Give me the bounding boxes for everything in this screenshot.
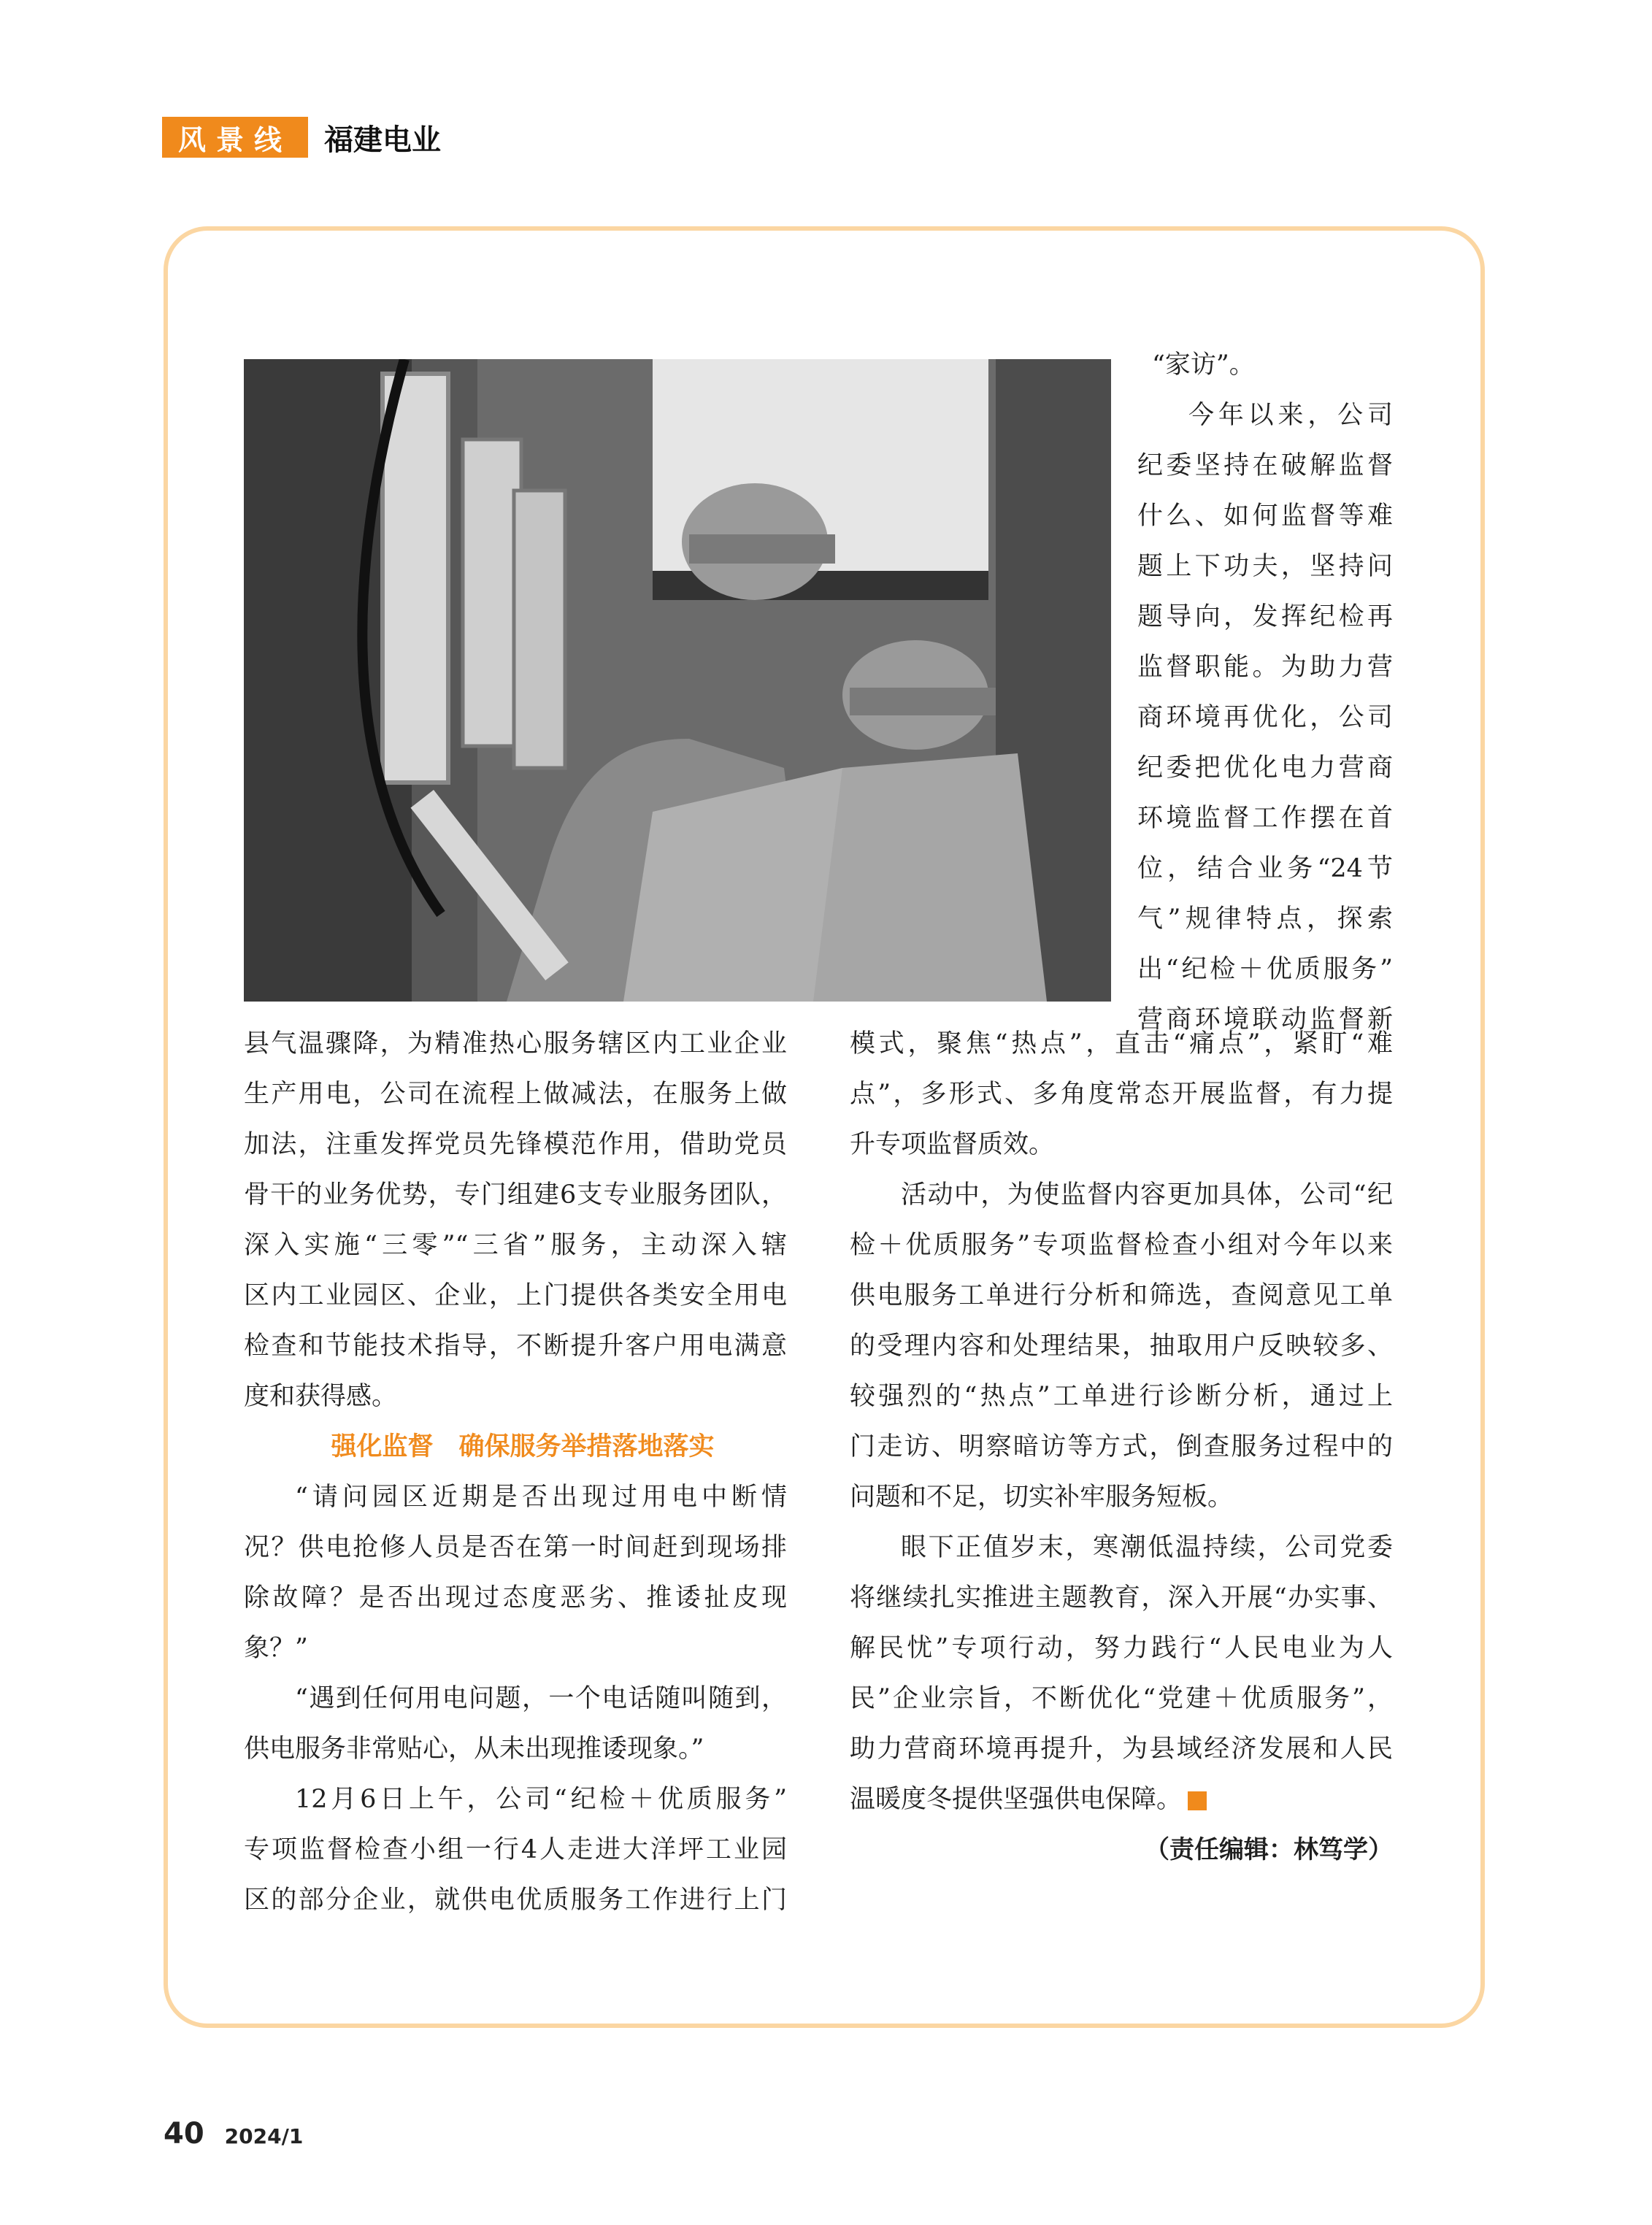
paragraph-line: 除故障？是否出现过态度恶劣、推诿扯皮现 bbox=[244, 1583, 787, 1613]
paragraph-line: 民”企业宗旨，不断优化“党建＋优质服务”， bbox=[850, 1684, 1393, 1713]
paragraph-line: 门走访、明察暗访等方式，倒查服务过程中的 bbox=[850, 1432, 1393, 1461]
section-tag: 风景线 bbox=[162, 117, 308, 158]
paragraph-line: 出“纪检＋优质服务” bbox=[1137, 955, 1393, 984]
paragraph-line: 商环境再优化，公司 bbox=[1137, 703, 1393, 732]
paragraph-line: 度和获得感。 bbox=[244, 1382, 398, 1411]
paragraph-line: 题导向，发挥纪检再 bbox=[1137, 602, 1393, 631]
paragraph-line: 监督职能。为助力营 bbox=[1137, 653, 1393, 682]
paragraph-line: 点”，多形式、多角度常态开展监督，有力提 bbox=[850, 1080, 1393, 1109]
paragraph-line-text: 温暖度冬提供坚强供电保障。 bbox=[850, 1785, 1183, 1814]
article-photo bbox=[244, 359, 1111, 1002]
paragraph-line: 眼下正值岁末，寒潮低温持续，公司党委 bbox=[901, 1533, 1393, 1562]
paragraph-line: 供电服务工单进行分析和筛选，查阅意见工单 bbox=[850, 1281, 1393, 1310]
paragraph-line: 什么、如何监督等难 bbox=[1137, 502, 1393, 531]
paragraph-line: 况？供电抢修人员是否在第一时间赶到现场排 bbox=[244, 1533, 787, 1562]
paragraph-line: “请问园区近期是否出现过用电中断情 bbox=[295, 1483, 787, 1512]
paragraph-line: 将继续扎实推进主题教育，深入开展“办实事、 bbox=[850, 1583, 1393, 1613]
paragraph-line bbox=[850, 1775, 1393, 1825]
paragraph-line: 问题和不足，切实补牢服务短板。 bbox=[850, 1483, 1234, 1512]
paragraph-line: 位，结合业务“24节 bbox=[1137, 854, 1393, 883]
page-footer bbox=[164, 2117, 303, 2151]
section-subheading: 强化监督 确保服务举措落地落实 bbox=[331, 1432, 715, 1461]
paragraph-line: 解民忧”专项行动，努力践行“人民电业为人 bbox=[850, 1634, 1393, 1663]
magazine-name: 福建电业 bbox=[324, 123, 441, 157]
paragraph-line: 气”规律特点，探索 bbox=[1137, 904, 1393, 934]
issue-label: 2024/1 bbox=[224, 2124, 304, 2148]
paragraph-line: 加法，注重发挥党员先锋模范作用，借助党员 bbox=[244, 1130, 787, 1159]
paragraph-line: 纪委把优化电力营商 bbox=[1137, 753, 1393, 783]
paragraph-line: 深入实施“三零”“三省”服务，主动深入辖 bbox=[244, 1231, 787, 1260]
paragraph-line: 检查和节能技术指导，不断提升客户用电满意 bbox=[244, 1331, 787, 1361]
paragraph-line: 骨干的业务优势，专门组建6支专业服务团队， bbox=[244, 1180, 787, 1210]
page-number: 40 bbox=[164, 2117, 204, 2151]
paragraph-line: 助力营商环境再提升，为县域经济发展和人民 bbox=[850, 1734, 1393, 1764]
right-top-column bbox=[1137, 340, 1393, 1045]
paragraph-line: 题上下功夫，坚持问 bbox=[1137, 552, 1393, 581]
paragraph-line: 区的部分企业，就供电优质服务工作进行上门 bbox=[244, 1886, 787, 1915]
paragraph-line: 象？” bbox=[244, 1634, 308, 1663]
paragraph-line: 生产用电，公司在流程上做减法，在服务上做 bbox=[244, 1080, 787, 1109]
paragraph-line: 环境监督工作摆在首 bbox=[1137, 804, 1393, 833]
paragraph-line: 活动中，为使监督内容更加具体，公司“纪 bbox=[901, 1180, 1393, 1210]
paragraph-line: 升专项监督质效。 bbox=[850, 1130, 1055, 1159]
paragraph-line: 模式，聚焦“热点”，直击“痛点”，紧盯“难 bbox=[850, 1029, 1393, 1058]
right-column bbox=[850, 1019, 1393, 1875]
paragraph-line: 营商环境联动监督新 bbox=[1137, 1005, 1393, 1034]
paragraph-line: 供电服务非常贴心，从未出现推诿现象。” bbox=[244, 1734, 704, 1764]
paragraph-line: 较强烈的“热点”工单进行诊断分析，通过上 bbox=[850, 1382, 1393, 1411]
end-mark-icon bbox=[1188, 1791, 1207, 1810]
paragraph-line: “家访”。 bbox=[1152, 350, 1255, 380]
paragraph-line: 纪委坚持在破解监督 bbox=[1137, 451, 1393, 480]
page-header bbox=[162, 117, 441, 158]
paragraph-line: 县气温骤降，为精准热心服务辖区内工业企业 bbox=[244, 1029, 787, 1058]
paragraph-line: 12月6日上午，公司“纪检＋优质服务” bbox=[295, 1785, 787, 1814]
paragraph-line: 今年以来，公司 bbox=[1188, 401, 1393, 430]
paragraph-line: 检＋优质服务”专项监督检查小组对今年以来 bbox=[850, 1231, 1393, 1260]
left-column bbox=[244, 1019, 787, 1926]
paragraph-line: 区内工业园区、企业，上门提供各类安全用电 bbox=[244, 1281, 787, 1310]
paragraph-line: “遇到任何用电问题，一个电话随叫随到， bbox=[295, 1684, 787, 1713]
editor-credit: （责任编辑：林笃学） bbox=[1145, 1835, 1393, 1864]
paragraph-line: 专项监督检查小组一行4人走进大洋坪工业园 bbox=[244, 1835, 787, 1864]
paragraph-line: 的受理内容和处理结果，抽取用户反映较多、 bbox=[850, 1331, 1393, 1361]
